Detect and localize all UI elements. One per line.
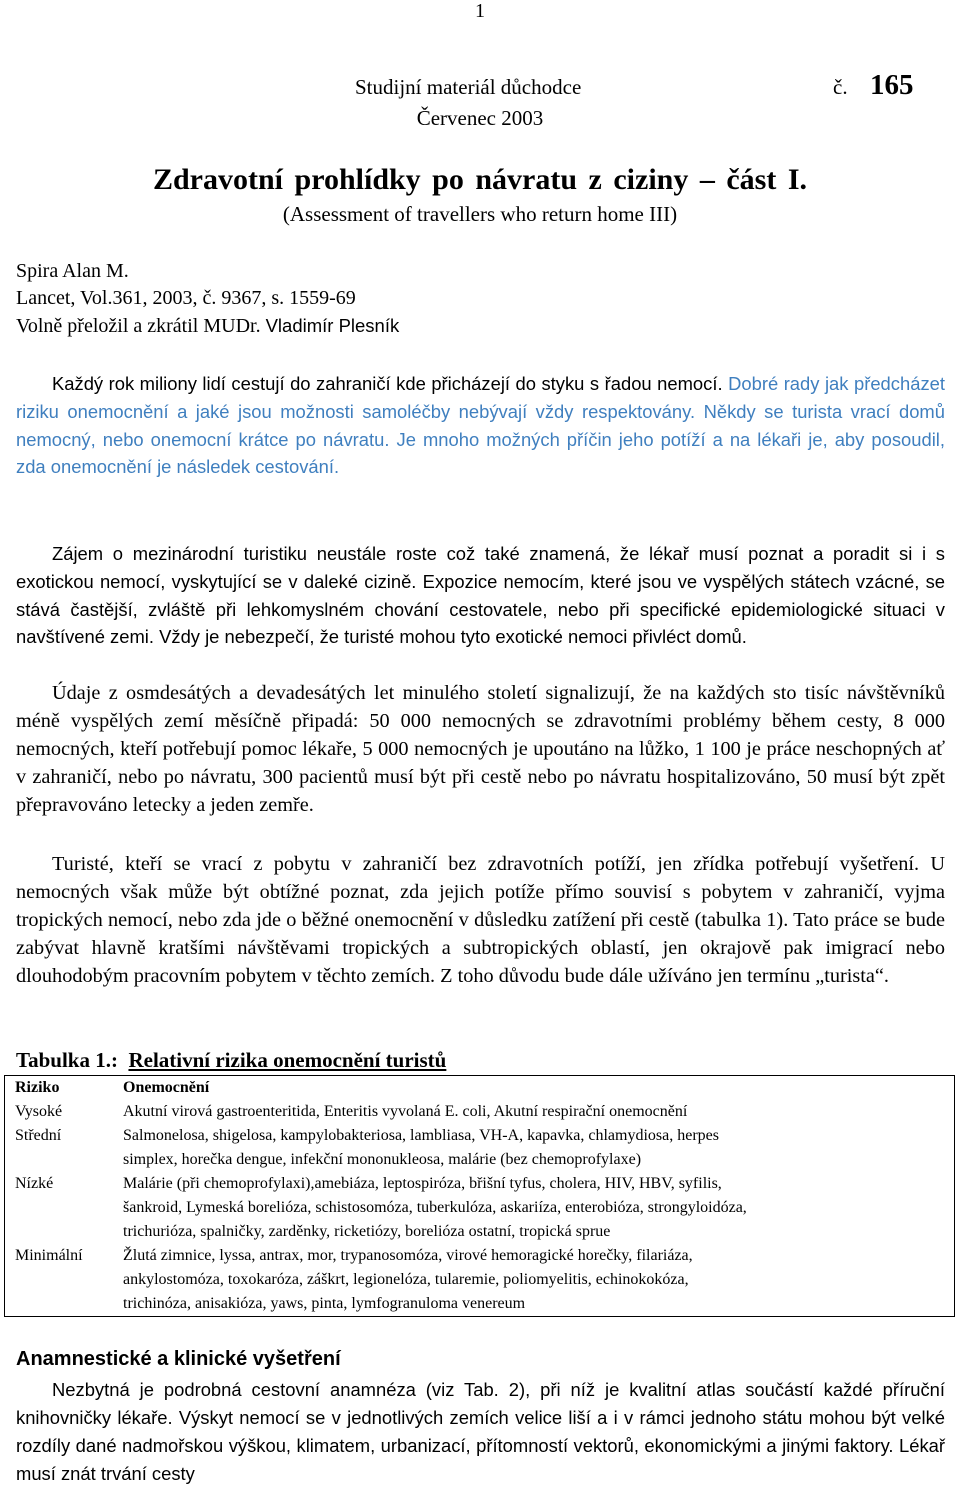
translator-prefix: Volně přeložil a zkrátil MUDr. <box>16 315 261 337</box>
page-title: Zdravotní prohlídky po návratu z ciziny – část I. <box>152 163 808 196</box>
series-c: č. <box>833 75 848 99</box>
risk-table <box>4 1075 955 1317</box>
article-meta <box>16 258 399 340</box>
series-date: Červenec 2003 <box>416 106 544 130</box>
risk-level: Minimální <box>15 1247 83 1264</box>
translator-name: Vladimír Plesník <box>265 315 400 336</box>
table-row <box>5 1124 955 1172</box>
series-header <box>355 69 914 101</box>
intro-s1: Každý rok miliony lidí cestují do zahraničí kde přicházejí do styku s řadou nemocí. <box>52 373 723 394</box>
disease-list <box>123 1244 955 1317</box>
risk-level: Nízké <box>15 1175 54 1192</box>
table-caption-prefix: Tabulka 1.: <box>16 1048 118 1072</box>
disease-line: Žlutá zimnice, lyssa, antrax, mor, trypanosomóza, virové hemoragické horečky, filariáza, <box>123 1247 693 1264</box>
disease-line: simplex, horečka dengue, infekční mononukleosa, malárie (bez chemoprofylaxe) <box>123 1151 642 1168</box>
header-risk: Riziko <box>15 1079 60 1096</box>
intro-paragraph <box>16 370 945 481</box>
risk-level: Vysoké <box>15 1103 63 1120</box>
section-paragraph: Nezbytná je podrobná cestovní anamnéza (viz Tab. 2), při níž je kvalitní atlas součástí každé příruční knihovničky lékaře. Výskyt nemocí se v jednotlivých zemích velice liší a i v rámci jednoho státu mohou být velké rozdíly dané nadmořskou výškou, klimatem, urbanizací, přítomností vektorů, ekonomickými a jinými faktory. Lékař musí znát trvání cesty <box>16 1379 945 1484</box>
paragraph-3: Údaje z osmdesátých a devadesátých let minulého století signalizují, že na každých sto tisíc návštěvníků méně vyspělých zemí měsíčně připadá: 50 000 nemocných se zdravotními problémy během cesty, 8 000 nemocných, kteří potřebují pomoc lékaře, 5 000 nemocných je upoutáno na lůžko, 1 100 je práce neschopných ať v zahraničí, nebo po návratu, 300 pacientů musí být při cestě nebo po návratu hospitalizováno, 50 musí být zpět přepravováno letecky a jeden zemře. <box>16 682 945 816</box>
series-number: 165 <box>870 69 914 101</box>
intro-s2: Dobré rady jak předcházet riziku onemocnění a jaké jsou možnosti samoléčby nebývají vždy respektovány. <box>16 373 945 422</box>
disease-list <box>123 1124 955 1172</box>
risk-level: Střední <box>15 1127 62 1144</box>
translator <box>16 312 399 340</box>
table-header-row <box>5 1076 955 1101</box>
table-caption-title: Relativní rizika onemocnění turistů <box>128 1048 447 1072</box>
disease-line: Salmonelosa, shigelosa, kampylobakteriosa, lambliasa, VH-A, kapavka, chlamydiosa, herpes <box>123 1127 719 1144</box>
disease-line: Akutní virová gastroenteritida, Enteritis vyvolaná E. coli, Akutní respirační onemocnění <box>123 1103 688 1120</box>
table-caption <box>16 1048 446 1073</box>
table-row <box>5 1244 955 1317</box>
paragraph-4: Turisté, kteří se vrací z pobytu v zahraničí bez zdravotních potíží, jen zřídka potřebují vyšetření. U nemocných však může být obtížné poznat, zda jejich potíže přímo souvisí s pobytem v zahraničí, vyjma tropických nemocí, nebo zda jde o běžné onemocnění v důsledku zatížení při cestě (tabulka 1). Tato práce se bude zabývat hlavně kratšími návštěvami tropických a subtropických oblastí, jen okrajově pak imigrací nebo dlouhodobým pracovním pobytem v těchto zemích. Z toho důvodu bude dále užíváno jen termínu „turista“. <box>16 853 945 987</box>
paragraph-2 <box>16 540 945 651</box>
disease-line: šankroid, Lymeská borelióza, schistosomóza, tuberkulóza, askariíza, enterobióza, strongyloidóza, <box>123 1199 747 1216</box>
header-disease: Onemocnění <box>123 1079 210 1096</box>
disease-line: trichurióza, spalničky, zarděnky, ricketiózy, borelióza ostatní, tropická sprue <box>123 1223 611 1240</box>
table-row <box>5 1172 955 1244</box>
paragraph-2-text: Zájem o mezinárodní turistiku neustále roste což také znamená, že lékař musí poznat a poradit si i s exotickou nemocí, vyskytující se v daleké cizině. Expozice nemocím, které jsou ve vyspělých státech vzácné, se stává častější, zvláště při lehkomyslném chování cestovatele, nebo při specifické epidemiologické situaci v navštívené zemi. Vždy je nebezpečí, že turisté mohou tyto exotické nemoci přivléct domů. <box>16 543 945 648</box>
disease-list <box>123 1100 955 1124</box>
table-row <box>5 1100 955 1124</box>
source: Lancet, Vol.361, 2003, č. 9367, s. 1559-69 <box>16 287 356 309</box>
author: Spira Alan M. <box>16 260 129 282</box>
disease-list <box>123 1172 955 1244</box>
section-heading: Anamnestické a klinické vyšetření <box>16 1348 341 1370</box>
disease-line: ankylostomóza, toxokaróza, záškrt, legionelóza, tularemie, poliomyelitis, echinokokóza, <box>123 1271 689 1288</box>
disease-line: trichinóza, anisakióza, yaws, pinta, lymfogranuloma venereum <box>123 1295 526 1312</box>
page-subtitle: (Assessment of travellers who return home III) <box>282 202 678 226</box>
page-number: 1 <box>475 0 485 22</box>
intro-s3: Někdy se turista vrací domů nemocný, nebo onemocní krátce po návratu. <box>16 400 945 450</box>
disease-line: Malárie (při chemoprofylaxi),amebiáza, leptospiróza, břišní tyfus, cholera, HIV, HBV, syfilis, <box>123 1175 722 1192</box>
series-label: Studijní materiál důchodce <box>355 75 582 99</box>
intro-s4: Je mnoho možných příčin jeho potíží a na lékaři je, aby posoudil, zda onemocnění je následek cestování. <box>16 428 945 478</box>
